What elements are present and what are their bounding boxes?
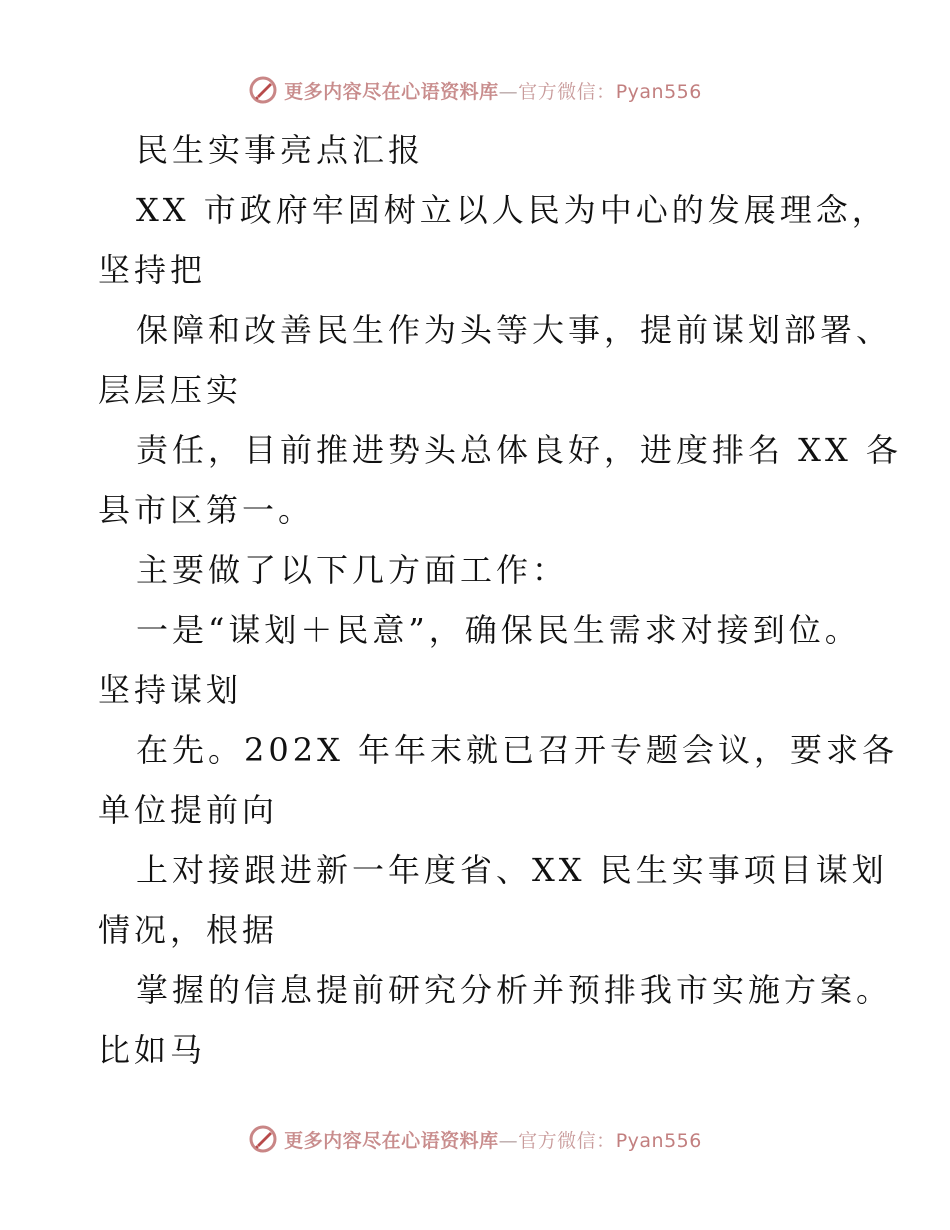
text-line: 层层压实 (98, 371, 243, 409)
watermark-main: 更多内容尽在心语资料库 (284, 80, 499, 103)
text-line: 县市区第一。 (98, 491, 315, 529)
watermark-id: Pyan556 (615, 80, 702, 103)
watermark-separator: — (498, 1129, 519, 1152)
document-body (98, 120, 902, 1080)
watermark-separator: — (498, 80, 519, 103)
text-line: 掌握的信息提前研究分析并预排我市实施方案。 (136, 971, 893, 1009)
text-line: 民生实事亮点汇报 (136, 131, 425, 169)
text-line: 单位提前向 (98, 791, 279, 829)
header-watermark (0, 70, 950, 110)
text-line: 坚持把 (98, 251, 207, 289)
watermark-label: 官方微信： (518, 1129, 616, 1152)
watermark-text (284, 77, 702, 104)
quill-logo-icon (248, 1124, 278, 1154)
text-line: 在先。202X 年年末就已召开专题会议，要求各 (136, 731, 899, 769)
text-line: 坚持谋划 (98, 671, 243, 709)
watermark-main: 更多内容尽在心语资料库 (284, 1129, 499, 1152)
text-line: 上对接跟进新一年度省、XX 民生实事项目谋划 (136, 851, 888, 889)
text-line: 情况，根据 (98, 911, 279, 949)
watermark-label: 官方微信： (518, 80, 616, 103)
quill-logo-icon (248, 75, 278, 105)
text-line: 比如马 (98, 1031, 207, 1069)
text-line: 主要做了以下几方面工作： (136, 551, 569, 589)
footer-watermark (0, 1119, 950, 1159)
text-line: 责任，目前推进势头总体良好，进度排名 XX 各 (136, 431, 902, 469)
text-line: 保障和改善民生作为头等大事，提前谋划部署、 (136, 311, 893, 349)
text-line: 一是“谋划＋民意”，确保民生需求对接到位。 (136, 611, 861, 649)
watermark-text (284, 1126, 702, 1153)
text-line: XX 市政府牢固树立以人民为中心的发展理念， (136, 191, 888, 229)
watermark-id: Pyan556 (615, 1129, 702, 1152)
